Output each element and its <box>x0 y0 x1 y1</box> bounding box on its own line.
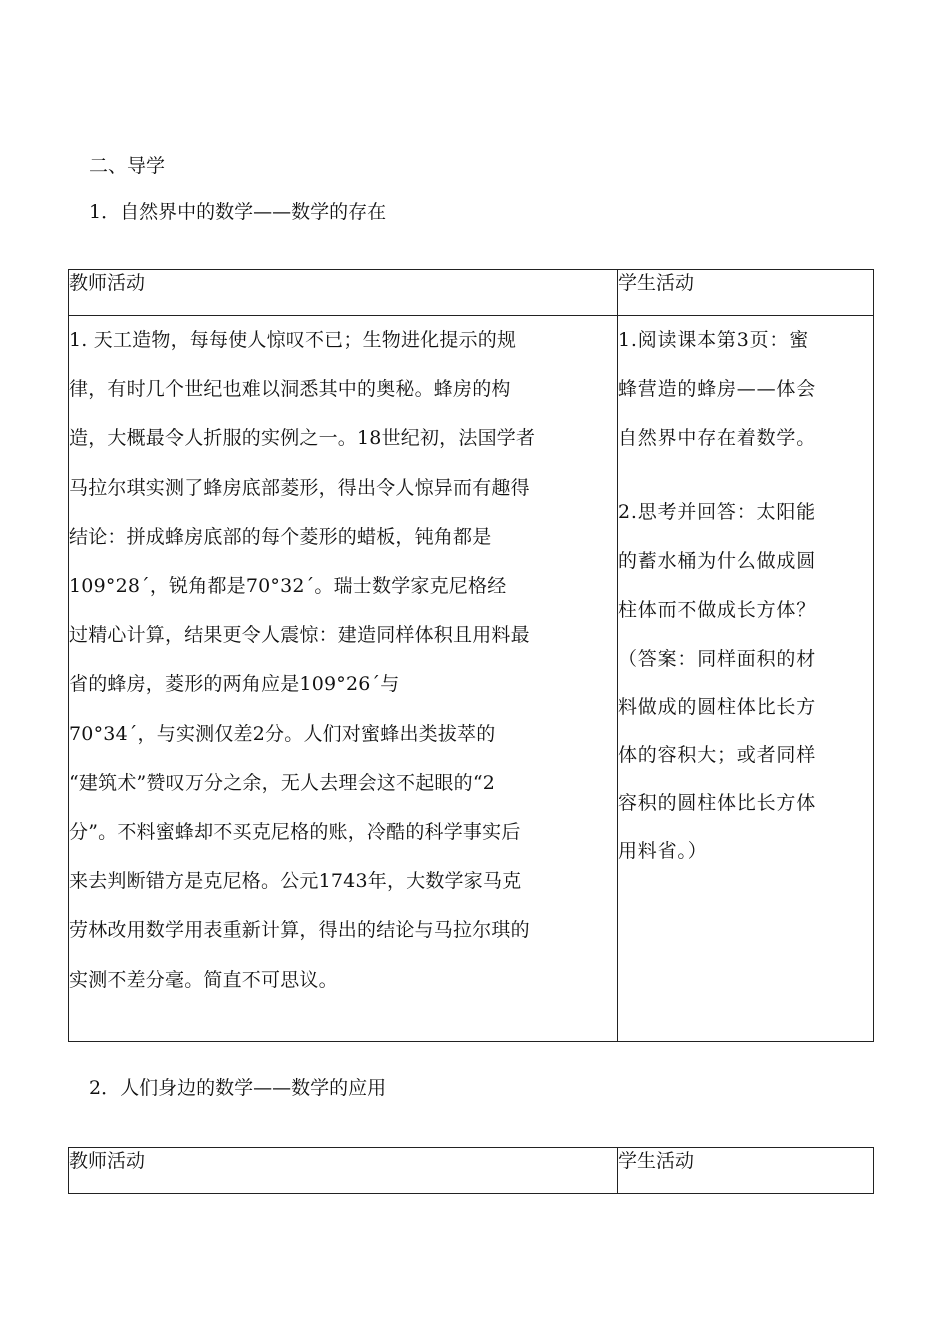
part2-activity-table <box>68 1147 874 1194</box>
student-line: 蜂营造的蜂房——体会 <box>618 378 817 401</box>
teacher-line: 70°34´，与实测仅差2分。人们对蜜蜂出类拔萃的 <box>69 722 496 745</box>
teacher-line: 109°28´，锐角都是70°32´。瑞士数学家克尼格经 <box>69 575 507 598</box>
student-spacer <box>618 464 873 488</box>
part1-heading: 1．自然界中的数学——数学的存在 <box>89 201 387 223</box>
part1-teacher-header: 教师活动 <box>69 270 618 316</box>
part1-activity-table <box>68 269 874 1042</box>
teacher-line: 结论：拼成蜂房底部的每个菱形的蜡板，钝角都是 <box>69 525 492 548</box>
teacher-line: 过精心计算，结果更令人震惊：建造同样体积且用料最 <box>69 624 530 647</box>
teacher-line: 马拉尔琪实测了蜂房底部菱形，得出令人惊异而有趣得 <box>69 476 530 499</box>
student-line: 自然界中存在着数学。 <box>618 427 817 450</box>
part2-teacher-header: 教师活动 <box>69 1148 618 1194</box>
part1-header-row <box>69 270 874 316</box>
teacher-line: 劳林改用数学用表重新计算，得出的结论与马拉尔琪的 <box>69 919 530 942</box>
part1-student-header: 学生活动 <box>618 270 874 316</box>
student-answer-line: （答案：同样面积的材 <box>618 648 817 671</box>
part2-heading: 2．人们身边的数学——数学的应用 <box>89 1077 387 1099</box>
teacher-line: 1. 天工造物，每每使人惊叹不已；生物进化提示的规 <box>69 329 517 351</box>
student-activity-cell <box>618 316 874 1042</box>
student-answer-line: 容积的圆柱体比长方体 <box>618 792 817 815</box>
student-line: 2.思考并回答：太阳能 <box>618 500 816 523</box>
teacher-line: 造，大概最令人折服的实例之一。18世纪初，法国学者 <box>69 427 536 450</box>
student-answer-line: 体的容积大；或者同样 <box>618 744 817 767</box>
section-title: 二、导学 <box>89 155 166 177</box>
student-line: 的蓄水桶为什么做成圆 <box>618 549 817 572</box>
student-line: 柱体而不做成长方体？ <box>618 599 817 622</box>
teacher-line: “建筑术”赞叹万分之余，无人去理会这不起眼的“2 <box>69 771 496 794</box>
teacher-line: 实测不差分毫。简直不可思议。 <box>69 968 338 991</box>
student-answer-line: 用料省。） <box>618 840 708 863</box>
student-line: 1.阅读课本第3页：蜜 <box>618 329 810 351</box>
teacher-activity-cell <box>69 316 618 1042</box>
part2-header-row <box>69 1148 874 1194</box>
teacher-line: 省的蜂房，菱形的两角应是109°26´与 <box>69 673 400 696</box>
student-answer-line: 料做成的圆柱体比长方 <box>618 696 817 719</box>
teacher-line: 来去判断错方是克尼格。公元1743年，大数学家马克 <box>69 870 522 893</box>
teacher-line: 分”。不料蜜蜂却不买克尼格的账，冷酷的科学事实后 <box>69 821 521 844</box>
part2-student-header: 学生活动 <box>618 1148 874 1194</box>
teacher-line: 律，有时几个世纪也难以洞悉其中的奥秘。蜂房的构 <box>69 378 511 401</box>
part1-content-row <box>69 316 874 1042</box>
